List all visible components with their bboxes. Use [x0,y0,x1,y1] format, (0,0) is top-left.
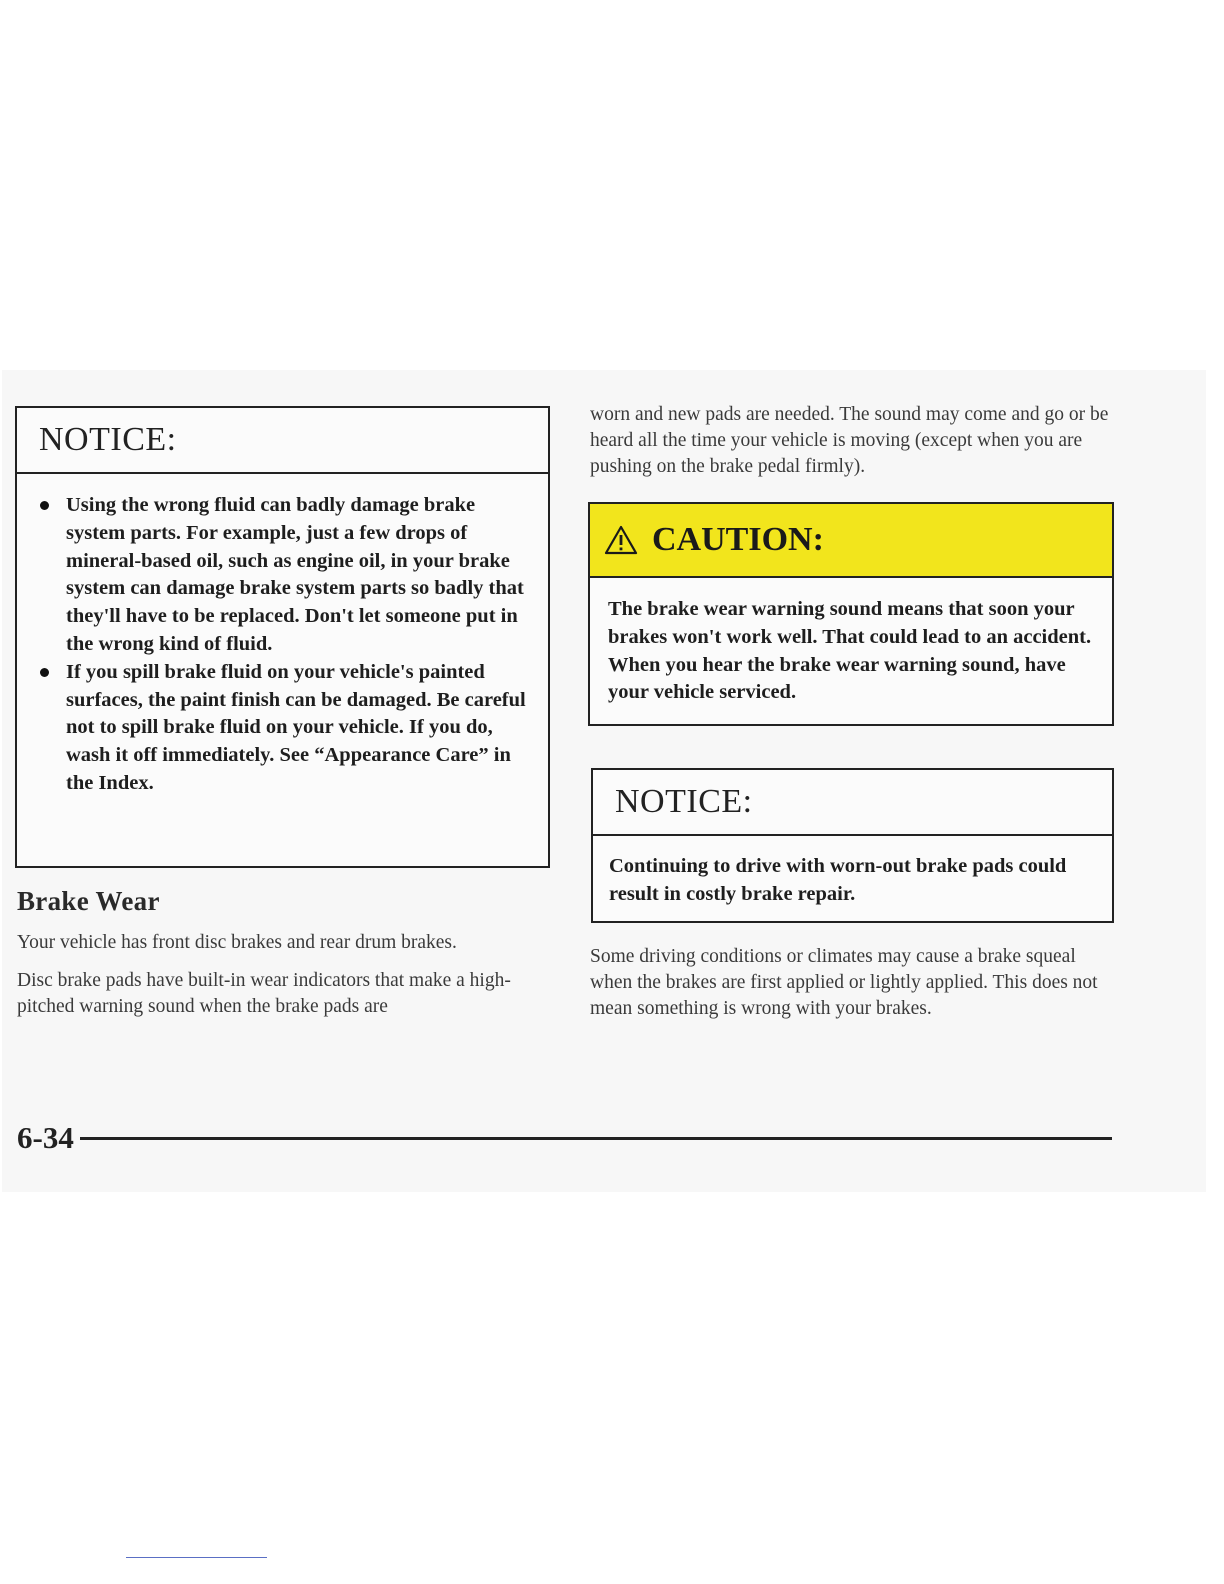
paragraph-worn-pads: worn and new pads are needed. The sound may come and go or be heard all the time your vehicle is moving (except when you are pushing on the brake pedal firmly). [590,404,1109,477]
notice-text: Continuing to drive with worn-out brake pads could result in costly brake repair. [609,855,1067,905]
notice-box-brake-pads [591,768,1114,923]
notice-bullet-item [66,492,528,659]
notice-bullet-text: Using the wrong fluid can badly damage brake system parts. For example, just a few drops of mineral-based oil, such as engine oil, in your brake system can damage brake system parts so badly that they'll have to be replaced. Don't let someone put in the wrong kind of fluid. [66,494,524,655]
caution-title: CAUTION: [652,521,824,558]
bullet-icon [40,668,49,677]
paragraph-wear-indicators: Disc brake pads have built-in wear indicators that make a high-pitched warning sound when the brake pads are [17,970,511,1017]
notice-bullet-text: If you spill brake fluid on your vehicle's painted surfaces, the paint finish can be damaged. Be careful not to spill brake fluid on your vehicle. If you do, wash it off immediately. See “Appearance Care” in the Index. [66,660,526,794]
section-heading-brake-wear: Brake Wear [17,886,160,916]
notice-title: NOTICE: [17,408,548,474]
caution-text: The brake wear warning sound means that soon your brakes won't work well. That could lead to an accident. When you hear the brake wear warning sound, have your vehicle serviced. [608,598,1092,704]
paragraph-brake-squeal: Some driving conditions or climates may cause a brake squeal when the brakes are first applied or lightly applied. This does not mean something is wrong with your brakes. [590,946,1098,1019]
notice-box-fluid [15,406,550,868]
caution-header [590,504,1112,578]
notice-title: NOTICE: [593,770,1112,836]
footer-rule [80,1137,1112,1140]
page-number: 6-34 [17,1120,74,1155]
notice-bullet-item [66,659,528,798]
caution-box [588,502,1114,726]
warning-triangle-icon [604,525,638,555]
bottom-underline-divider [126,1557,267,1558]
notice-bullet-list [17,474,548,798]
bullet-icon [40,501,49,510]
paragraph-front-disc-brakes: Your vehicle has front disc brakes and rear drum brakes. [17,932,457,953]
